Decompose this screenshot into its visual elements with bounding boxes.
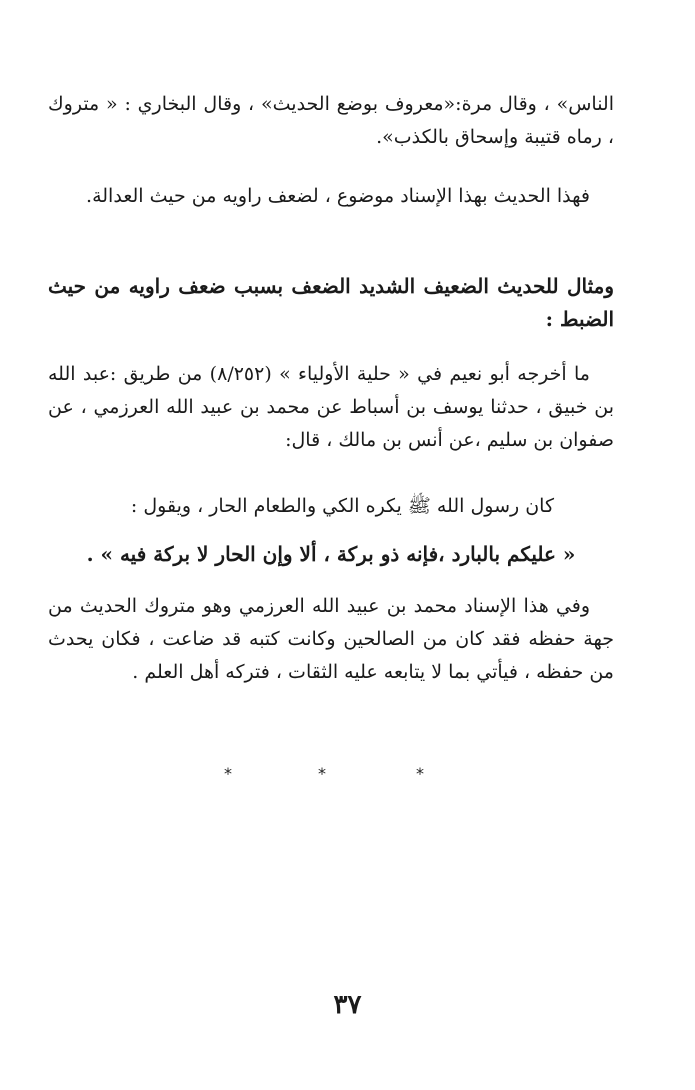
page-number: ٣٧ bbox=[333, 990, 362, 1020]
paragraph-text: وفي هذا الإسناد محمد بن عبيد الله العرزمي وهو متروك الحديث من جهة حفظه فقد كان من الصالحين وكانت كتبه قد ضاعت ، فكان يحدث من حفظه ، فيأتي بما لا يتابعه عليه الثقات ، فتركه أهل العلم . bbox=[48, 595, 614, 683]
paragraph-narrator-criticism bbox=[48, 88, 614, 154]
separator-star: * bbox=[416, 764, 424, 783]
paragraph-hadith-intro bbox=[48, 490, 614, 523]
section-separator bbox=[0, 764, 695, 788]
hadith-quote bbox=[48, 538, 614, 571]
separator-star: * bbox=[318, 764, 326, 783]
paragraph-text: ما أخرجه أبو نعيم في « حلية الأولياء » (٨/٢٥٢) من طريق :عبد الله بن خبيق ، حدثنا يوسف بن أسباط عن محمد بن عبيد الله العرزمي ، عن صفوان بن سليم ،عن أنس بن مالك ، قال: bbox=[48, 363, 614, 451]
separator-star: * bbox=[224, 764, 232, 783]
paragraph-text: الناس» ، وقال مرة:«معروف بوضع الحديث» ، وقال البخاري : « متروك ، رماه قتيبة وإسحاق بالكذب». bbox=[48, 93, 614, 148]
paragraph-narrator-analysis bbox=[48, 590, 614, 689]
section-heading bbox=[48, 270, 614, 336]
heading-text: ومثال للحديث الضعيف الشديد الضعف بسبب ضعف راويه من حيث الضبط : bbox=[48, 274, 614, 331]
paragraph-text: كان رسول الله ﷺ يكره الكي والطعام الحار ، ويقول : bbox=[130, 495, 554, 517]
quote-text: « عليكم بالبارد ،فإنه ذو بركة ، ألا وإن الحار لا بركة فيه » . bbox=[86, 542, 576, 566]
paragraph-isnad bbox=[48, 358, 614, 457]
paragraph-fabricated-conclusion bbox=[48, 180, 614, 213]
paragraph-text: فهذا الحديث بهذا الإسناد موضوع ، لضعف راويه من حيث العدالة. bbox=[86, 185, 590, 207]
